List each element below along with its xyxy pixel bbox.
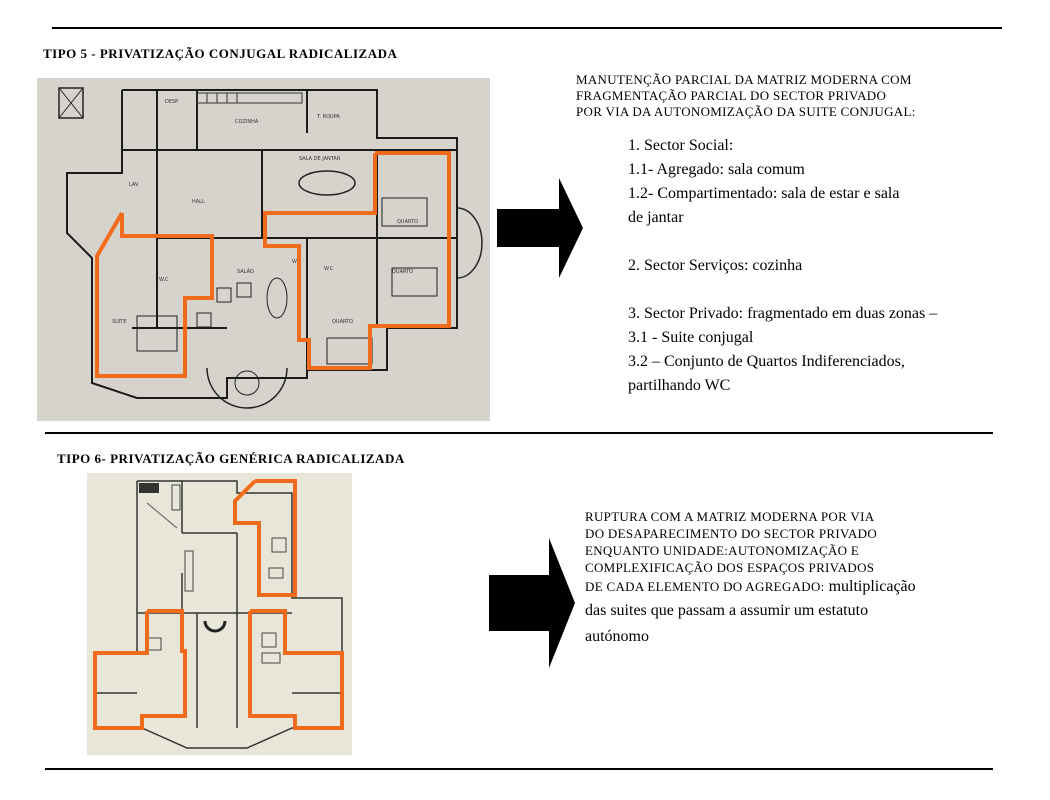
list-item: 1.1- Agregado: sala comum (628, 161, 805, 178)
tipo5-title: TIPO 5 - PRIVATIZAÇÃO CONJUGAL RADICALIZADA (43, 46, 398, 61)
list-item: 3.1 - Suite conjugal (628, 329, 754, 346)
tipo5-sector-list (628, 134, 937, 398)
list-item (628, 278, 937, 302)
tipo6-arrow-icon (489, 538, 577, 668)
svg-text:COZINHA: COZINHA (235, 119, 259, 125)
tipo6-description-line: DO DESAPARECIMENTO DO SECTOR PRIVADO (585, 526, 878, 541)
list-item: 2. Sector Serviços: cozinha (628, 257, 803, 274)
svg-text:QUARTO: QUARTO (397, 219, 419, 225)
tipo6-description-line: RUPTURA COM A MATRIZ MODERNA POR VIA (585, 509, 875, 524)
tipo6-description-line: COMPLEXIFICAÇÃO DOS ESPAÇOS PRIVADOS (585, 560, 875, 575)
svg-text:W.C: W.C (324, 266, 334, 272)
tipo5-description-line: FRAGMENTAÇÃO PARCIAL DO SECTOR PRIVADO (576, 88, 887, 103)
svg-text:LAV: LAV (129, 182, 139, 188)
tipo6-description-mixed-line (585, 576, 916, 598)
svg-text:HALL: HALL (192, 199, 205, 205)
svg-text:DESP: DESP (165, 99, 179, 105)
svg-text:QUARTO: QUARTO (332, 319, 354, 325)
tipo5-arrow-icon (497, 178, 585, 278)
tipo5-description (576, 72, 916, 120)
suite-conjugal-outline (97, 213, 212, 376)
svg-text:SALA DE JANTAR: SALA DE JANTAR (299, 156, 341, 162)
list-item: 3.2 – Conjunto de Quartos Indiferenciados, (628, 353, 905, 370)
tipo5-floor-plan (37, 78, 490, 421)
tipo6-continuation-line: autónomo (585, 628, 649, 645)
list-item: partilhando WC (628, 377, 731, 394)
right-suite-outline (250, 611, 342, 728)
tipo6-description (585, 508, 916, 648)
tipo6-title: TIPO 6- PRIVATIZAÇÃO GENÉRICA RADICALIZADA (57, 451, 405, 466)
list-item (628, 230, 937, 254)
svg-text:W.C: W.C (292, 259, 302, 265)
svg-text:W.C: W.C (159, 277, 169, 283)
middle-rule (45, 432, 993, 434)
svg-text:SALÃO: SALÃO (237, 269, 254, 275)
list-item: 3. Sector Privado: fragmentado em duas zonas – (628, 305, 938, 322)
tipo5-description-line: MANUTENÇÃO PARCIAL DA MATRIZ MODERNA COM (576, 72, 912, 87)
tipo6-upper-text: DE CADA ELEMENTO DO AGREGADO: (585, 579, 825, 594)
tipo5-description-line: POR VIA DA AUTONOMIZAÇÃO DA SUITE CONJUGAL: (576, 104, 916, 119)
left-suite-outline (95, 611, 185, 728)
tipo6-continuation-line: das suites que passam a assumir um estatuto (585, 602, 869, 619)
svg-text:T. ROUPA: T. ROUPA (317, 114, 340, 120)
tipo6-lower-text: multiplicação (824, 578, 916, 595)
top-rule (52, 27, 1002, 29)
bottom-rule (45, 768, 993, 770)
tipo6-floor-plan (87, 473, 352, 755)
svg-text:QUARTO: QUARTO (392, 269, 414, 275)
list-item: de jantar (628, 209, 684, 226)
svg-text:SUITE: SUITE (112, 319, 127, 325)
tipo6-description-line: ENQUANTO UNIDADE:AUTONOMIZAÇÃO E (585, 543, 860, 558)
list-item: 1. Sector Social: (628, 137, 734, 154)
list-item: 1.2- Compartimentado: sala de estar e sala (628, 185, 900, 202)
